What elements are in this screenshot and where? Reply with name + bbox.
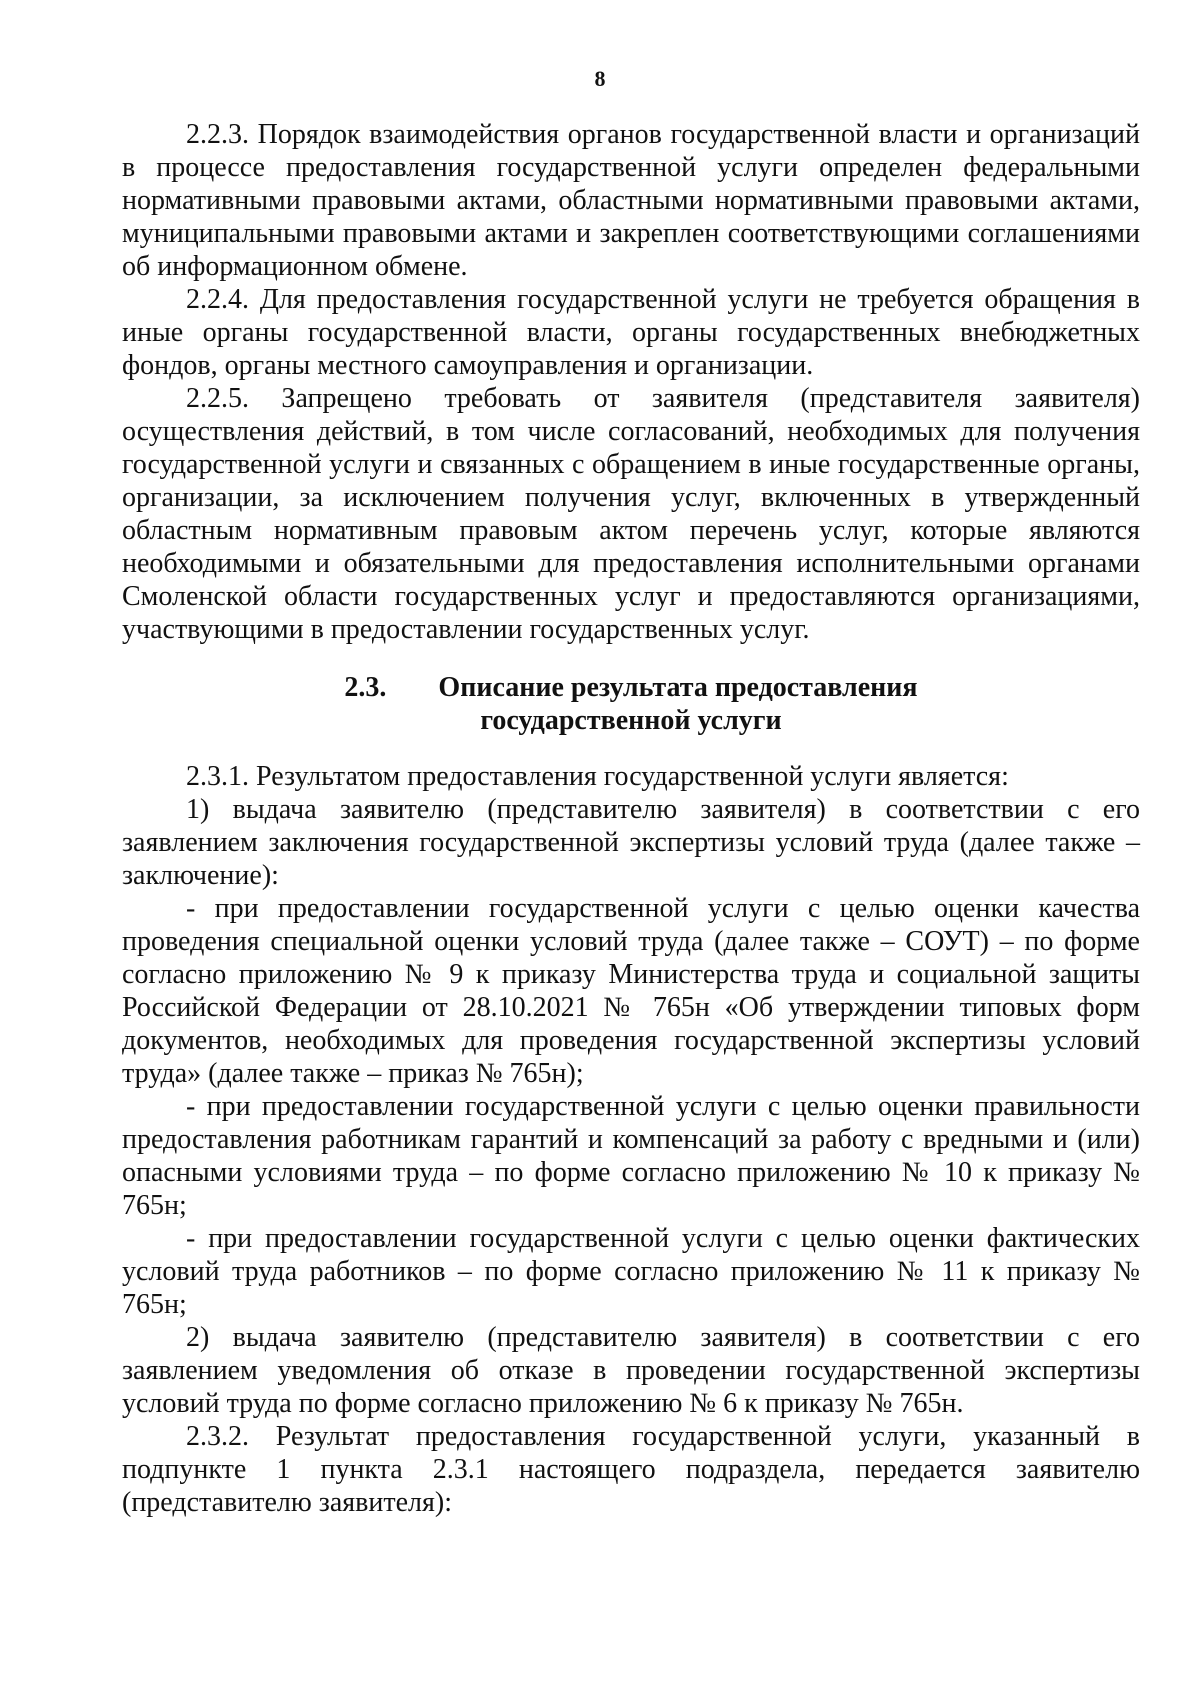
list-dash-item-sout: - при предоставлении государственной услуги с целью оценки качества проведения специальной оценки условий труда (далее также – СОУТ) – по форме согласно приложению № 9 к приказу Министерства труда и социальной защиты Российской Федерации от 28.10.2021 № 765н «Об утверждении типовых форм документов, необходимых для проведения государственной экспертизы условий труда» (далее также – приказ № 765н);	[122, 893, 1140, 1089]
paragraph-2-2-5: 2.2.5. Запрещено требовать от заявителя (представителя заявителя) осуществления действий, в том числе согласований, необходимых для получения государственной услуги и связанных с обращением в иные государственные органы, организации, за исключением получения услуг, включенных в утвержденный областным нормативным правовым актом перечень услуг, которые являются необходимыми и обязательными для предоставления исполнительными органами Смоленской области государственных услуг и предоставляются организациями, участвующими в предоставлении государственных услуг.	[122, 383, 1140, 645]
section-heading-line-1	[122, 671, 1140, 704]
paragraph-2-2-3: 2.2.3. Порядок взаимодействия органов государственной власти и организаций в процессе предоставления государственной услуги определен федеральными нормативными правовыми актами, областными нормативными правовыми актами, муниципальными правовыми актами и закреплен соответствующими соглашениями об информационном обмене.	[122, 119, 1140, 282]
paragraph-2-2-4: 2.2.4. Для предоставления государственной услуги не требуется обращения в иные органы государственной власти, органы государственных внебюджетных фондов, органы местного самоуправления и организации.	[122, 284, 1140, 381]
list-item-2: 2) выдача заявителю (представителю заявителя) в соответствии с его заявлением уведомления об отказе в проведении государственной экспертизы условий труда по форме согласно приложению № 6 к приказу № 765н.	[122, 1322, 1140, 1419]
page-number: 8	[594, 66, 606, 91]
list-item-1: 1) выдача заявителю (представителю заявителя) в соответствии с его заявлением заключения государственной экспертизы условий труда (далее также – заключение):	[122, 794, 1140, 891]
section-number: 2.3.	[344, 672, 387, 703]
document-body	[122, 118, 1140, 1519]
list-dash-item-actual-conditions: - при предоставлении государственной услуги с целью оценки фактических условий труда работников – по форме согласно приложению № 11 к приказу № 765н;	[122, 1223, 1140, 1320]
paragraph-2-3-2: 2.3.2. Результат предоставления государственной услуги, указанный в подпункте 1 пункта 2.3.1 настоящего подраздела, передается заявителю (представителю заявителя):	[122, 1421, 1140, 1518]
section-title-line-1: Описание результата предоставления	[438, 672, 918, 703]
section-heading-2-3	[122, 671, 1140, 737]
paragraph-2-3-1: 2.3.1. Результатом предоставления государственной услуги является:	[186, 761, 1009, 792]
section-title-line-2: государственной услуги	[480, 705, 782, 736]
list-dash-item-guarantees: - при предоставлении государственной услуги с целью оценки правильности предоставления работникам гарантий и компенсаций за работу с вредными и (или) опасными условиями труда – по форме согласно приложению № 10 к приказу № 765н;	[122, 1091, 1140, 1221]
